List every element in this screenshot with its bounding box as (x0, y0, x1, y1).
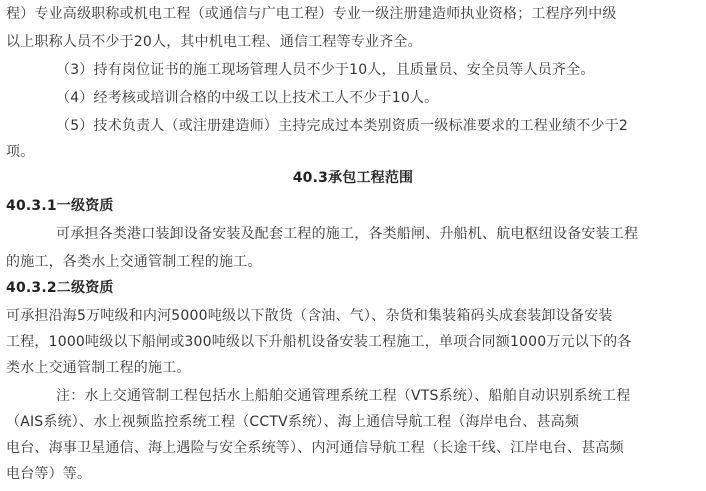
intro-line-1: 程）专业高级职称或机电工程（或通信与广电工程）专业一级注册建造师执业资格；工程序列中级 (6, 6, 617, 22)
item-5-line-1: （5）技术负责人（或注册建造师）主持完成过本类别资质一级标准要求的工程业绩不少于2 (56, 118, 629, 134)
note-line-2: （AIS系统）、水上视频监控系统工程（CCTV系统）、海上通信导航工程（海岸电台、甚高频 (6, 414, 580, 430)
item-4: （4）经考核或培训合格的中级工以上技术工人不少于10人。 (56, 90, 439, 106)
intro-line-2: 以上职称人员不少于20人，其中机电工程、通信工程等专业齐全。 (6, 34, 422, 50)
subsection-2-line-3: 类水上交通管制工程的施工。 (6, 360, 191, 376)
subsection-heading-2: 40.3.2二级资质 (6, 280, 114, 296)
note-line-3: 电台、海事卫星通信、海上遇险与安全系统等）、内河通信导航工程（长途干线、江岸电台、甚高频 (6, 440, 624, 456)
subsection-2-line-2: 工程，1000吨级以下船闸或300吨级以下升船机设备安装工程施工，单项合同额1000万元以下的各 (6, 334, 632, 350)
item-3: （3）持有岗位证书的施工现场管理人员不少于10人，且质量员、安全员等人员齐全。 (56, 62, 595, 78)
subsection-2-line-1: 可承担沿海5万吨级和内河5000吨级以下散货（含油、气）、杂货和集装箱码头成套装卸设备安装 (6, 308, 613, 324)
subsection-1-line-1: 可承担各类港口装卸设备安装及配套工程的施工，各类船闸、升船机、航电枢纽设备安装工程 (56, 226, 639, 242)
subsection-1-line-2: 的施工，各类水上交通管制工程的施工。 (6, 254, 262, 270)
item-5-line-2: 项。 (6, 144, 35, 160)
note-line-4: 电台等）等。 (6, 466, 92, 482)
section-title: 40.3承包工程范围 (292, 170, 414, 186)
subsection-heading-1: 40.3.1一级资质 (6, 198, 114, 214)
note-line-1: 注：水上交通管制工程包括水上船舶交通管理系统工程（VTS系统）、船舶自动识别系统工程 (56, 388, 631, 404)
